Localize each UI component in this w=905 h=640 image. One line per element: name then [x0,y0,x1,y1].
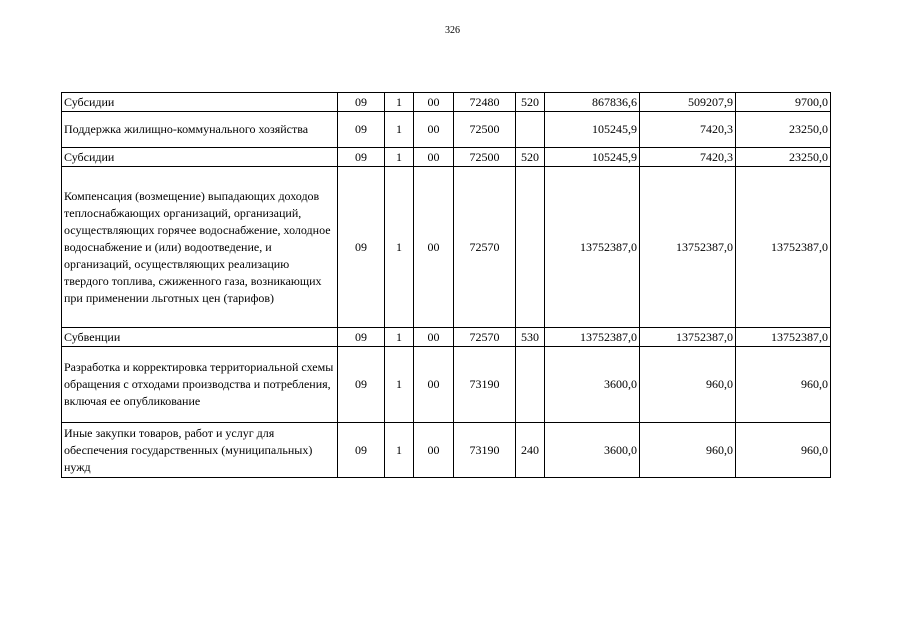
subprogram-code: 00 [414,93,454,112]
amount-1: 105245,9 [545,112,640,148]
direction-code: 72570 [454,328,516,347]
program-code: 1 [385,112,414,148]
chapter-code: 09 [338,93,385,112]
amount-1: 3600,0 [545,347,640,423]
amount-3: 960,0 [736,347,831,423]
amount-2: 509207,9 [640,93,736,112]
program-code: 1 [385,328,414,347]
amount-1: 3600,0 [545,423,640,478]
expense-type-code: 240 [516,423,545,478]
amount-1: 867836,6 [545,93,640,112]
expense-type-code: 520 [516,93,545,112]
chapter-code: 09 [338,167,385,328]
direction-code: 73190 [454,423,516,478]
row-name: Субвенции [62,328,338,347]
expense-type-code [516,347,545,423]
expense-type-code [516,112,545,148]
amount-3: 13752387,0 [736,328,831,347]
direction-code: 72480 [454,93,516,112]
amount-2: 13752387,0 [640,328,736,347]
chapter-code: 09 [338,112,385,148]
amount-1: 13752387,0 [545,167,640,328]
row-name: Субсидии [62,93,338,112]
row-name: Субсидии [62,148,338,167]
amount-3: 9700,0 [736,93,831,112]
amount-3: 960,0 [736,423,831,478]
amount-3: 23250,0 [736,112,831,148]
amount-2: 7420,3 [640,112,736,148]
subprogram-code: 00 [414,347,454,423]
expense-type-code [516,167,545,328]
table-row [62,167,831,328]
table-row [62,347,831,423]
row-name: Поддержка жилищно-коммунального хозяйства [62,112,338,148]
table-row [62,112,831,148]
expense-type-code: 530 [516,328,545,347]
subprogram-code: 00 [414,112,454,148]
table-row [62,423,831,478]
row-name: Компенсация (возмещение) выпадающих доходов теплоснабжающих организаций, организаций, осуществляющих горячее водоснабжение, холодное водоснабжение и (или) водоотведение, и организаций, осуществляющих реализацию твердого топлива, сжиженного газа, возникающих при применении льготных цен (тарифов) [62,167,338,328]
row-name: Иные закупки товаров, работ и услуг для обеспечения государственных (муниципальных) нужд [62,423,338,478]
amount-3: 13752387,0 [736,167,831,328]
expense-type-code: 520 [516,148,545,167]
direction-code: 72500 [454,148,516,167]
program-code: 1 [385,93,414,112]
chapter-code: 09 [338,328,385,347]
amount-2: 960,0 [640,347,736,423]
budget-table [61,92,831,478]
amount-2: 960,0 [640,423,736,478]
table-row [62,93,831,112]
amount-3: 23250,0 [736,148,831,167]
amount-2: 7420,3 [640,148,736,167]
page-number: 326 [445,25,460,36]
program-code: 1 [385,148,414,167]
program-code: 1 [385,167,414,328]
subprogram-code: 00 [414,423,454,478]
direction-code: 72570 [454,167,516,328]
amount-2: 13752387,0 [640,167,736,328]
subprogram-code: 00 [414,167,454,328]
table-row [62,328,831,347]
direction-code: 72500 [454,112,516,148]
amount-1: 13752387,0 [545,328,640,347]
amount-1: 105245,9 [545,148,640,167]
chapter-code: 09 [338,148,385,167]
table-row [62,148,831,167]
chapter-code: 09 [338,423,385,478]
chapter-code: 09 [338,347,385,423]
program-code: 1 [385,423,414,478]
row-name: Разработка и корректировка территориальной схемы обращения с отходами производства и потребления, включая ее опубликование [62,347,338,423]
subprogram-code: 00 [414,148,454,167]
program-code: 1 [385,347,414,423]
subprogram-code: 00 [414,328,454,347]
direction-code: 73190 [454,347,516,423]
